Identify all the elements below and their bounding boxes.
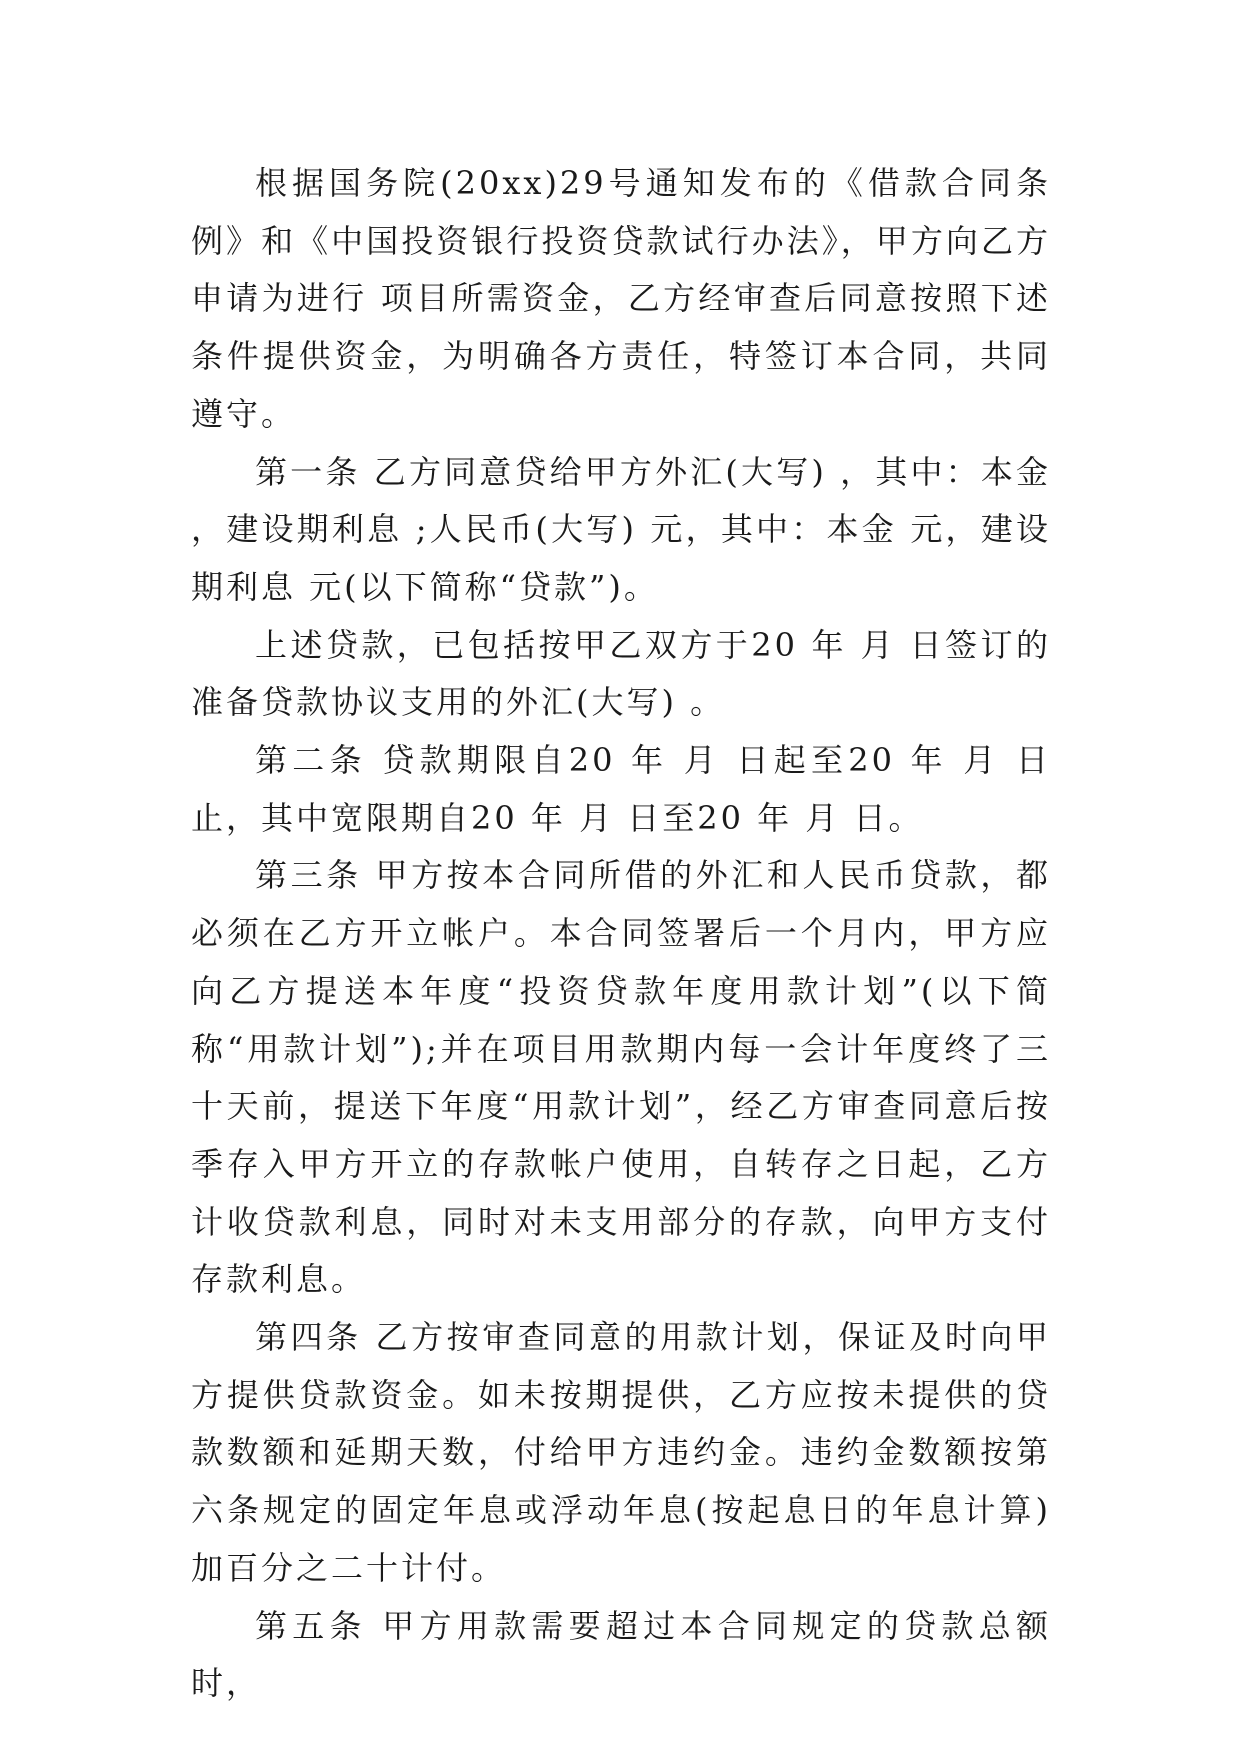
article-2-paragraph: 第二条 贷款期限自20 年 月 日起至20 年 月 日止，其中宽限期自20 年 月 日至20 年 月 日。	[191, 741, 1051, 837]
article-3-paragraph: 第三条 甲方按本合同所借的外汇和人民币贷款，都必须在乙方开立帐户。本合同签署后一个月内，甲方应向乙方提送本年度“投资贷款年度用款计划”(以下简称“用款计划”);并在项目用款期内每一会计年度终了三十天前，提送下年度“用款计划”，经乙方审查同意后按季存入甲方开立的存款帐户使用，自转存之日起，乙方计收贷款利息，同时对未支用部分的存款，向甲方支付存款利息。	[191, 856, 1051, 1299]
article-1-supplement-paragraph: 上述贷款，已包括按甲乙双方于20 年 月 日签订的准备贷款协议支用的外汇(大写) 。	[191, 625, 1051, 722]
preamble-paragraph: 根据国务院(20xx)29号通知发布的《借款合同条例》和《中国投资银行投资贷款试行办法》，甲方向乙方申请为进行 项目所需资金，乙方经审查后同意按照下述条件提供资金，为明确各方责任，特签订本合同，共同遵守。	[191, 164, 1051, 433]
contract-body	[191, 155, 1051, 1713]
article-4-paragraph: 第四条 乙方按审查同意的用款计划，保证及时向甲方提供贷款资金。如未按期提供，乙方应按未提供的贷款数额和延期天数，付给甲方违约金。违约金数额按第六条规定的固定年息或浮动年息(按起息日的年息计算)加百分之二十计付。	[191, 1318, 1051, 1587]
article-5-paragraph: 第五条 甲方用款需要超过本合同规定的贷款总额时，	[191, 1606, 1051, 1703]
article-1-paragraph: 第一条 乙方同意贷给甲方外汇(大写) ，其中：本金 ，建设期利息 ;人民币(大写) 元，其中：本金 元，建设期利息 元(以下简称“贷款”)。	[191, 452, 1051, 606]
